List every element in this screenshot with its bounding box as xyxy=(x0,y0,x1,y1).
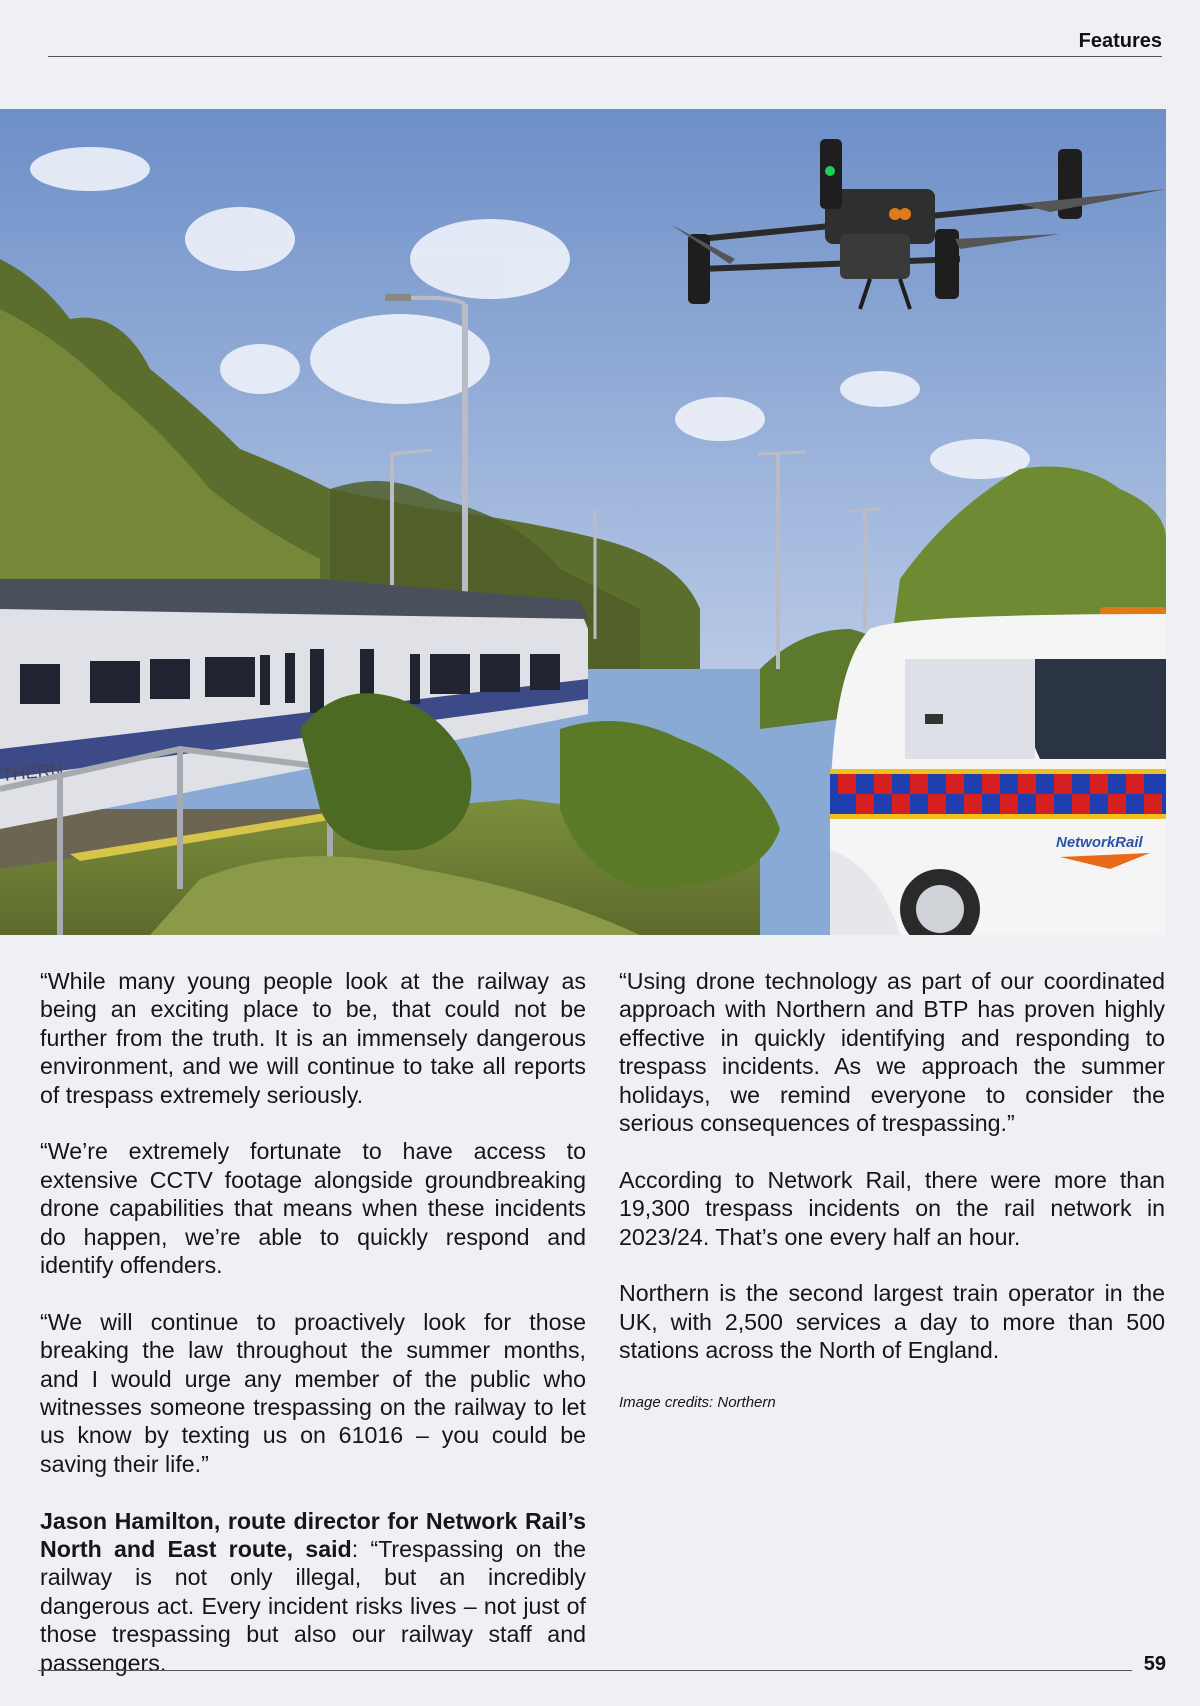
paragraph-speaker xyxy=(40,1507,586,1677)
image-credit: Image credits: Northern xyxy=(619,1394,776,1412)
footer-divider xyxy=(38,1670,1132,1671)
article-photo xyxy=(0,109,1166,935)
article-column-right xyxy=(619,967,1165,1441)
paragraph: “Using drone technology as part of our coordinated approach with Northern and BTP has proven highly effective in quickly identifying and responding to trespass incidents. As we approach the summer holidays, we remind everyone to consider the serious consequences of trespassing.” xyxy=(619,968,1165,1137)
paragraph: “We will continue to proactively look for those breaking the law throughout the summer months, and I would urge any member of the public who witnesses someone trespassing on the railway to let us know by texting us on 61016 – you could be saving their life.” xyxy=(40,1308,586,1477)
paragraph: “We’re extremely fortunate to have access to extensive CCTV footage alongside groundbreaking drone capabilities that means when these incidents do happen, we’re able to quickly respond and identify offenders. xyxy=(40,1138,586,1279)
article-column-left xyxy=(40,967,586,1706)
paragraph: “While many young people look at the railway as being an exciting place to be, that could not be further from the truth. It is an immensely dangerous environment, and we will continue to take all reports of trespass extremely seriously. xyxy=(40,968,586,1108)
speaker-name: Jason Hamilton, route director for Network Rail’s North and East route, said xyxy=(40,1507,586,1563)
section-label: Features xyxy=(1078,30,1162,52)
speaker-quote: : “Trespassing on the railway is not only illegal, but an incredibly dangerous act. Every incident risks lives – not just of those trespassing but also our railway staff and passengers. xyxy=(40,1536,587,1676)
header-divider xyxy=(48,56,1162,57)
paragraph: Northern is the second largest train operator in the UK, with 2,500 services a day to more than 500 stations across the North of England. xyxy=(619,1280,1165,1364)
train-livery-text: THERN xyxy=(0,759,65,785)
paragraph: According to Network Rail, there were more than 19,300 trespass incidents on the rail network in 2023/24. That’s one every half an hour. xyxy=(619,1166,1165,1250)
van-logo-text: NetworkRail xyxy=(1056,834,1143,851)
page-number: 59 xyxy=(1143,1653,1166,1675)
train xyxy=(0,579,588,829)
network-rail-van xyxy=(830,607,1166,935)
